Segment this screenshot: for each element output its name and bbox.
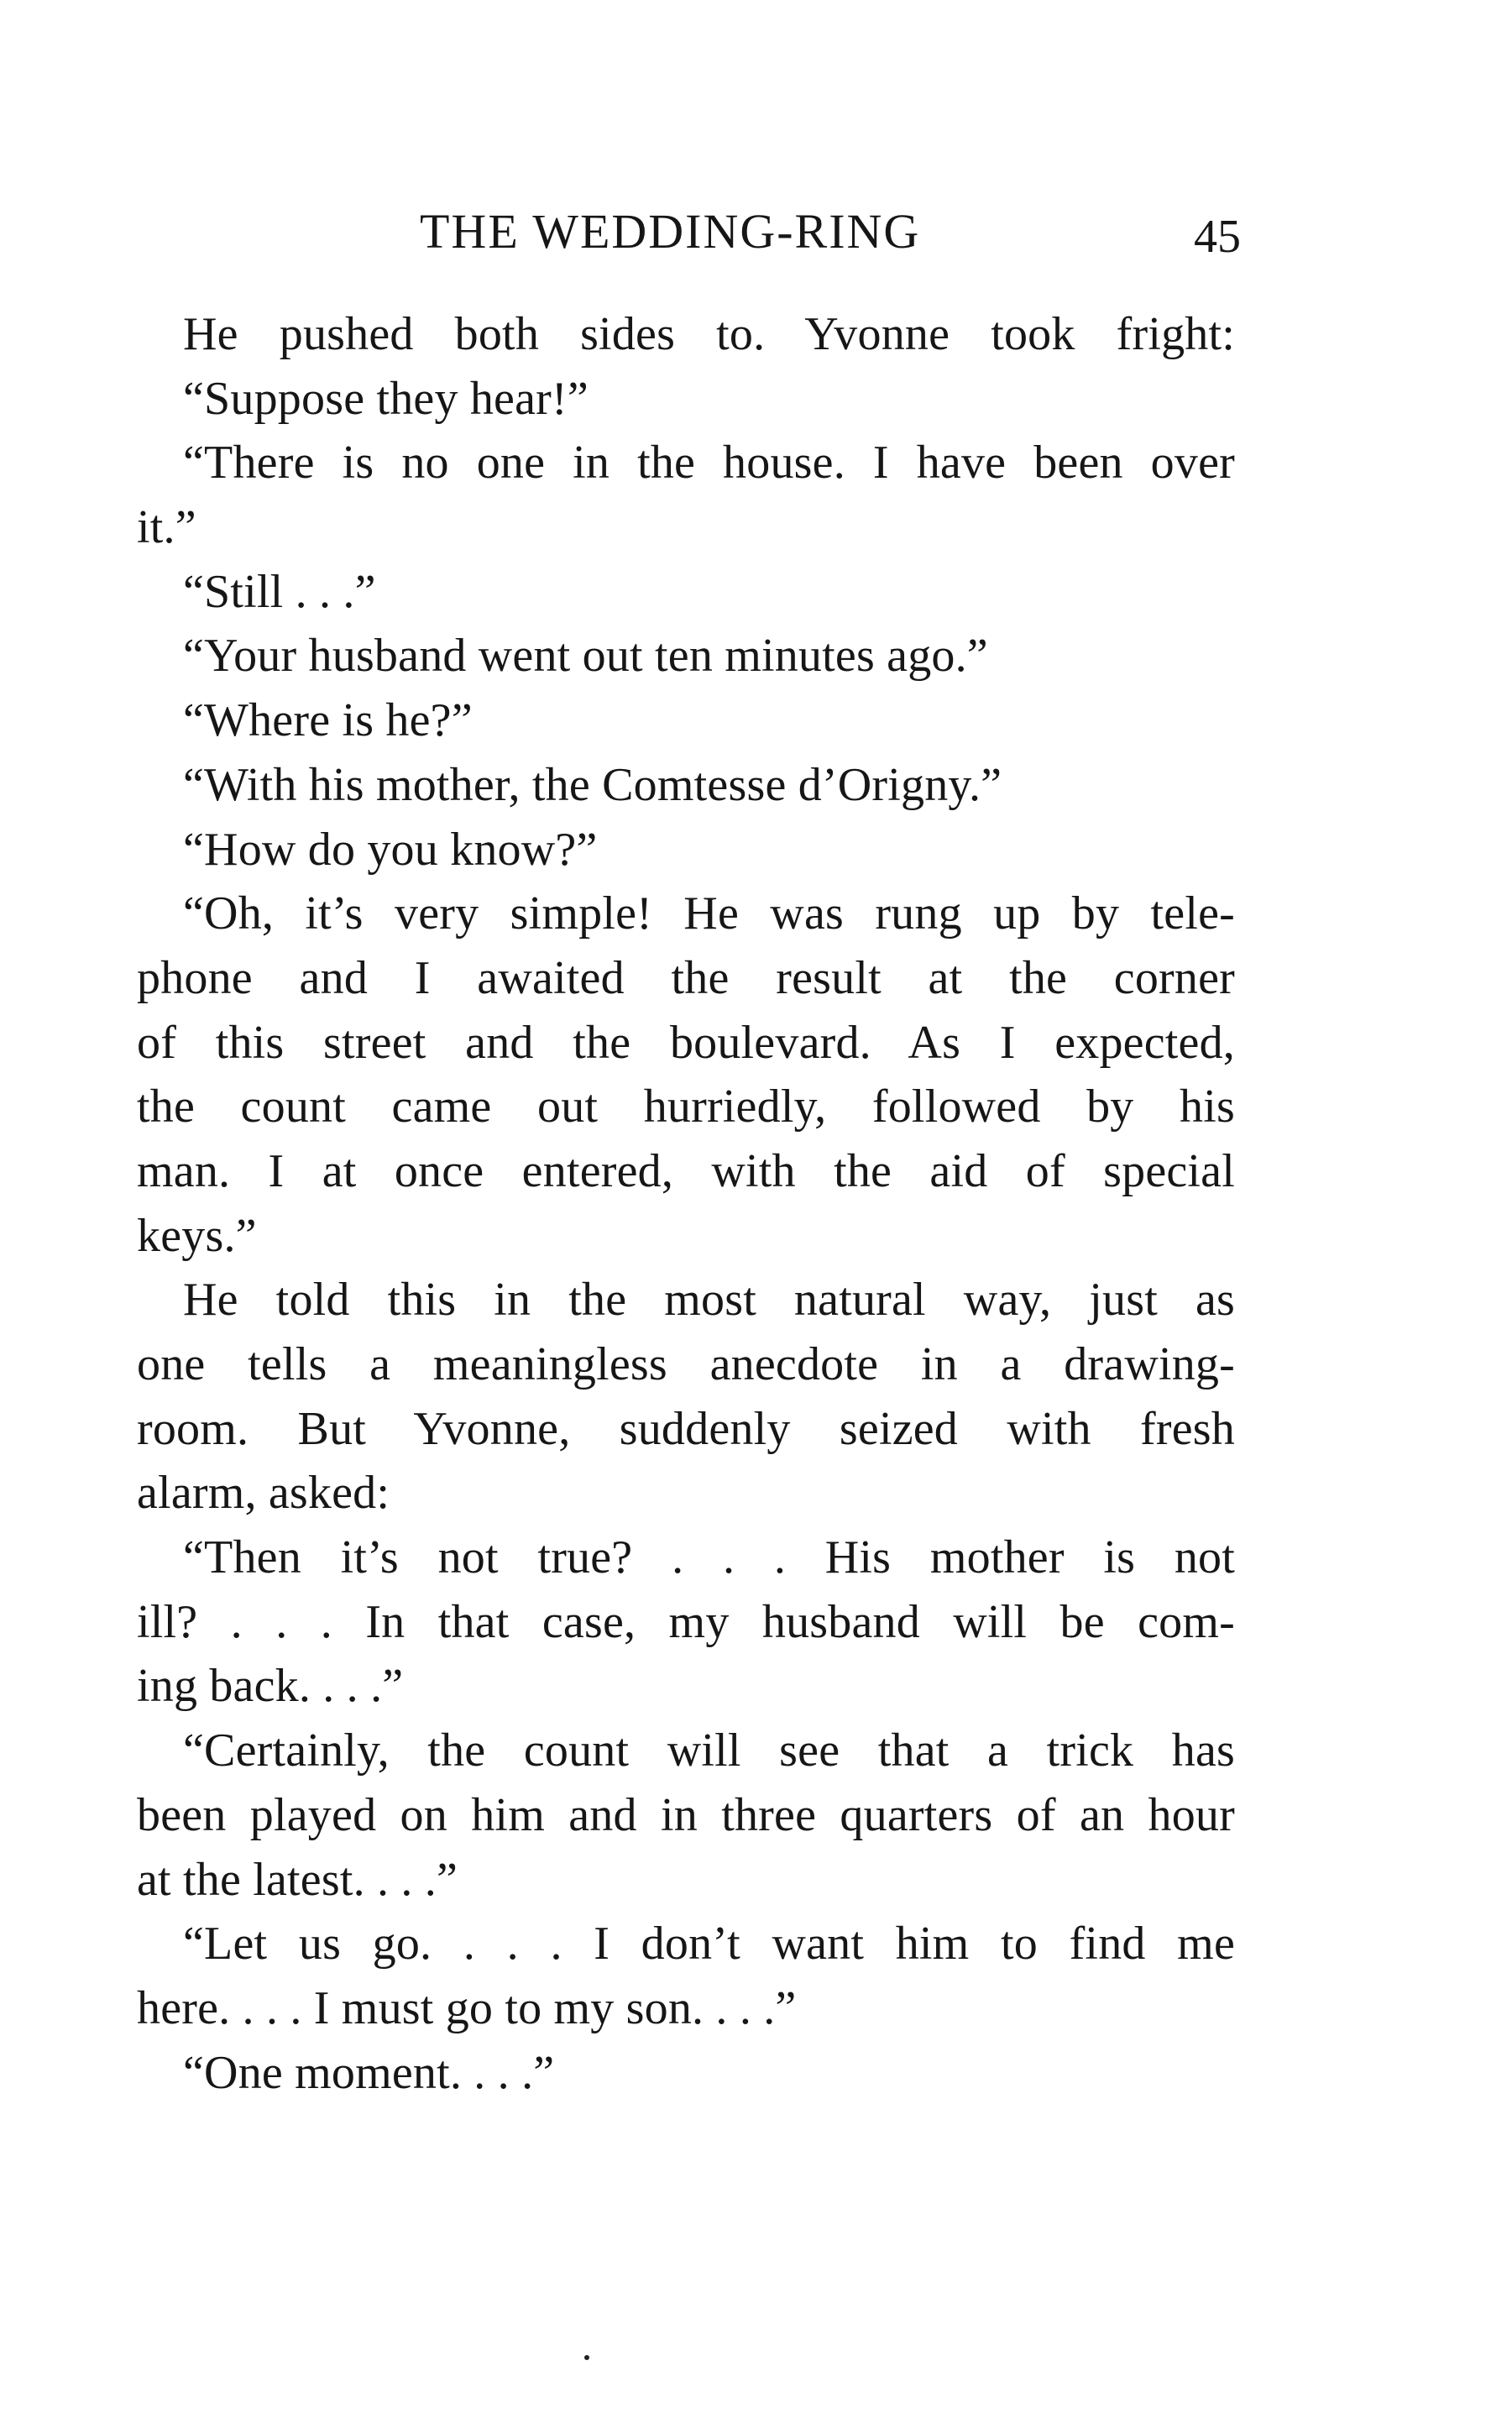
- text-line: it.”: [137, 501, 196, 554]
- text-line: “There is no one in the house. I have been over: [183, 437, 1235, 489]
- text-line: man. I at once entered, with the aid of special: [137, 1144, 1235, 1197]
- text-line: “With his mother, the Comtesse d’Origny.”: [183, 758, 1002, 811]
- running-title: THE WEDDING-RING: [420, 204, 921, 259]
- text-line: “Still . . .”: [183, 565, 376, 618]
- text-line: been played on him and in three quarters of an hour: [137, 1788, 1235, 1841]
- text-line: ing back. . . .”: [137, 1660, 404, 1713]
- text-line: phone and I awaited the result at the corner: [137, 951, 1235, 1004]
- text-line: “Let us go. . . . I don’t want him to find me: [183, 1918, 1235, 1971]
- text-line: one tells a meaningless anecdote in a drawing-: [137, 1338, 1235, 1390]
- text-line: He told this in the most natural way, just as: [183, 1274, 1235, 1327]
- text-line: keys.”: [137, 1209, 257, 1262]
- text-line: “Your husband went out ten minutes ago.”: [183, 630, 988, 683]
- text-line: of this street and the boulevard. As I expected,: [137, 1016, 1235, 1069]
- body-text: [137, 302, 1235, 2105]
- text-line: “Where is he?”: [183, 694, 473, 747]
- text-line: room. But Yvonne, suddenly seized with fresh: [137, 1402, 1235, 1455]
- text-line: “Then it’s not true? . . . His mother is not: [183, 1531, 1235, 1584]
- text-line: “Suppose they hear!”: [183, 372, 589, 425]
- text-line: “Certainly, the count will see that a trick has: [183, 1725, 1235, 1777]
- text-line: ill? . . . In that case, my husband will be com-: [137, 1595, 1235, 1648]
- print-speck: [584, 2355, 589, 2360]
- text-line: “Oh, it’s very simple! He was rung up by tele-: [183, 887, 1235, 940]
- text-line: here. . . . I must go to my son. . . .”: [137, 1981, 797, 2034]
- text-line: alarm, asked:: [137, 1467, 390, 1520]
- text-line: “One moment. . . .”: [183, 2046, 555, 2099]
- running-head: [0, 198, 1512, 265]
- text-line: the count came out hurriedly, followed by his: [137, 1081, 1235, 1133]
- text-line: He pushed both sides to. Yvonne took fright:: [183, 308, 1235, 360]
- text-line: “How do you know?”: [183, 823, 598, 876]
- text-line: at the latest. . . .”: [137, 1853, 458, 1906]
- page-number: 45: [1194, 211, 1241, 263]
